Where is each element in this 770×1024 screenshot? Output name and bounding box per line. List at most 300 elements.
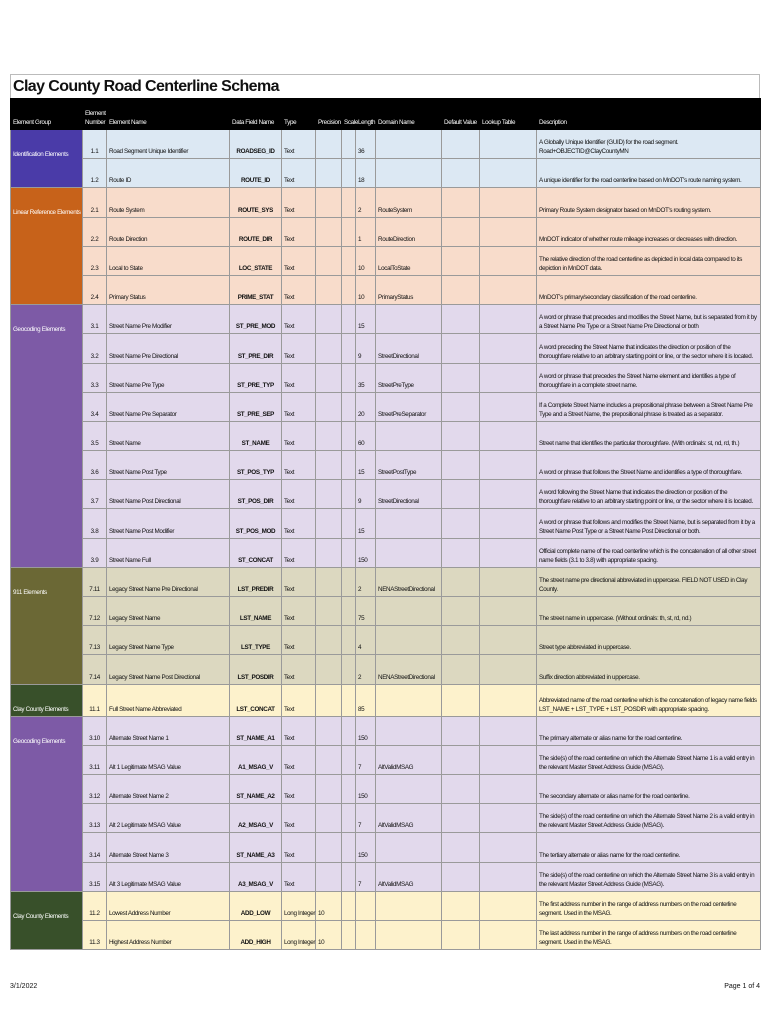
scale-cell	[342, 891, 356, 920]
length-cell: 150	[356, 716, 376, 745]
data-field-name-cell: ST_NAME_A2	[230, 774, 282, 803]
lookup-table-cell	[480, 655, 537, 684]
type-cell: Text	[282, 363, 316, 392]
lookup-table-cell	[480, 217, 537, 246]
default-value-cell	[442, 597, 480, 626]
lookup-table-cell	[480, 421, 537, 450]
domain-name-cell	[376, 626, 442, 655]
precision-cell	[316, 655, 342, 684]
type-cell: Text	[282, 862, 316, 891]
length-cell: 18	[356, 159, 376, 188]
data-field-name-cell: ST_NAME_A1	[230, 716, 282, 745]
default-value-cell	[442, 130, 480, 159]
type-cell: Text	[282, 305, 316, 334]
table-row	[11, 246, 761, 275]
element-name-cell: Legacy Street Name Type	[107, 626, 230, 655]
lookup-table-cell	[480, 246, 537, 275]
length-cell: 15	[356, 451, 376, 480]
table-row	[11, 920, 761, 949]
description-cell: Official complete name of the road centerline which is the concatenation of all other street name fields (3.1 to 3.8) with appropriate spacing.	[537, 538, 761, 567]
domain-name-cell: NENAStreetDirectional	[376, 655, 442, 684]
length-cell: 1	[356, 217, 376, 246]
element-group-cell: Clay County Elements	[11, 684, 83, 716]
domain-name-cell	[376, 305, 442, 334]
type-cell: Text	[282, 159, 316, 188]
description-cell: The first address number in the range of address numbers on the road centerline segment. Used in the MSAG.	[537, 891, 761, 920]
domain-name-cell: StreetDirectional	[376, 334, 442, 363]
default-value-cell	[442, 451, 480, 480]
default-value-cell	[442, 567, 480, 596]
domain-name-cell	[376, 597, 442, 626]
description-cell: The side(s) of the road centerline on which the Alternate Street Name 3 is a valid entry in the relevant Master Street Address Guide (MSAG).	[537, 862, 761, 891]
schema-table	[10, 98, 761, 950]
precision-cell: 10	[316, 891, 342, 920]
lookup-table-cell	[480, 363, 537, 392]
scale-cell	[342, 862, 356, 891]
element-name-cell: Route ID	[107, 159, 230, 188]
description-cell: The primary alternate or alias name for the road centerline.	[537, 716, 761, 745]
length-cell	[356, 891, 376, 920]
element-number-cell: 3.9	[83, 538, 107, 567]
data-field-name-cell: ROUTE_DIR	[230, 217, 282, 246]
precision-cell	[316, 567, 342, 596]
table-row	[11, 421, 761, 450]
length-cell: 7	[356, 745, 376, 774]
data-field-name-cell: A2_MSAG_V	[230, 804, 282, 833]
scale-cell	[342, 246, 356, 275]
domain-name-cell	[376, 159, 442, 188]
element-name-cell: Legacy Street Name Post Directional	[107, 655, 230, 684]
element-number-cell: 1.1	[83, 130, 107, 159]
scale-cell	[342, 716, 356, 745]
length-cell: 20	[356, 392, 376, 421]
lookup-table-cell	[480, 480, 537, 509]
scale-cell	[342, 392, 356, 421]
table-row	[11, 774, 761, 803]
type-cell: Text	[282, 684, 316, 716]
lookup-table-cell	[480, 188, 537, 217]
element-name-cell: Street Name Post Directional	[107, 480, 230, 509]
description-cell: Abbreviated name of the road centerline which is the concatenation of legacy name fields LST_NAME + LST_TYPE + LST_POSDIR with appropriate spacing.	[537, 684, 761, 716]
data-field-name-cell: LST_POSDIR	[230, 655, 282, 684]
scale-cell	[342, 920, 356, 949]
lookup-table-cell	[480, 334, 537, 363]
default-value-cell	[442, 716, 480, 745]
data-field-name-cell: LST_PREDIR	[230, 567, 282, 596]
element-number-cell: 3.6	[83, 451, 107, 480]
scale-cell	[342, 567, 356, 596]
header-element-group: Element Group	[11, 99, 83, 130]
length-cell: 150	[356, 538, 376, 567]
default-value-cell	[442, 305, 480, 334]
default-value-cell	[442, 159, 480, 188]
table-row	[11, 891, 761, 920]
default-value-cell	[442, 920, 480, 949]
scale-cell	[342, 451, 356, 480]
type-cell: Text	[282, 392, 316, 421]
description-cell: A Globally Unique Identifier (GUID) for the road segment. Road+OBJECTID@ClayCountyMN	[537, 130, 761, 159]
data-field-name-cell: LST_TYPE	[230, 626, 282, 655]
length-cell: 15	[356, 509, 376, 538]
default-value-cell	[442, 275, 480, 304]
description-cell: Suffix direction abbreviated in uppercase.	[537, 655, 761, 684]
precision-cell	[316, 392, 342, 421]
type-cell: Long Integer	[282, 891, 316, 920]
scale-cell	[342, 363, 356, 392]
header-type: Type	[282, 99, 316, 130]
table-row	[11, 159, 761, 188]
lookup-table-cell	[480, 716, 537, 745]
element-number-cell: 3.11	[83, 745, 107, 774]
precision-cell	[316, 597, 342, 626]
element-name-cell: Route System	[107, 188, 230, 217]
header-lookup-table: Lookup Table	[480, 99, 537, 130]
data-field-name-cell: ST_CONCAT	[230, 538, 282, 567]
footer-page-number: Page 1 of 4	[724, 983, 760, 990]
data-field-name-cell: ST_PRE_DIR	[230, 334, 282, 363]
element-number-cell: 7.14	[83, 655, 107, 684]
data-field-name-cell: A1_MSAG_V	[230, 745, 282, 774]
domain-name-cell	[376, 920, 442, 949]
element-name-cell: Street Name Full	[107, 538, 230, 567]
description-cell: A unique identifier for the road centerline based on MnDOT's route naming system.	[537, 159, 761, 188]
description-cell: A word or phrase that follows the Street Name and identifies a type of thoroughfare.	[537, 451, 761, 480]
type-cell: Text	[282, 538, 316, 567]
element-name-cell: Lowest Address Number	[107, 891, 230, 920]
element-name-cell: Street Name Post Type	[107, 451, 230, 480]
precision-cell	[316, 862, 342, 891]
default-value-cell	[442, 392, 480, 421]
header-length: Length	[356, 99, 376, 130]
element-number-cell: 2.4	[83, 275, 107, 304]
precision-cell	[316, 538, 342, 567]
element-group-cell: Geocoding Elements	[11, 305, 83, 568]
precision-cell	[316, 421, 342, 450]
element-number-cell: 7.12	[83, 597, 107, 626]
element-name-cell: Highest Address Number	[107, 920, 230, 949]
data-field-name-cell: ST_PRE_SEP	[230, 392, 282, 421]
default-value-cell	[442, 774, 480, 803]
data-field-name-cell: ST_POS_DIR	[230, 480, 282, 509]
lookup-table-cell	[480, 804, 537, 833]
table-row	[11, 626, 761, 655]
type-cell: Text	[282, 716, 316, 745]
scale-cell	[342, 538, 356, 567]
default-value-cell	[442, 509, 480, 538]
type-cell: Text	[282, 275, 316, 304]
data-field-name-cell: ROADSEG_ID	[230, 130, 282, 159]
domain-name-cell: AltValidMSAG	[376, 862, 442, 891]
description-cell: The street name in uppercase. (Without ordinals: th, st, rd, nd.)	[537, 597, 761, 626]
element-number-cell: 3.4	[83, 392, 107, 421]
description-cell: The relative direction of the road centerline as depicted in local data compared to its depiction in MnDOT data.	[537, 246, 761, 275]
element-name-cell: Street Name Pre Directional	[107, 334, 230, 363]
data-field-name-cell: ST_NAME	[230, 421, 282, 450]
domain-name-cell: StreetDirectional	[376, 480, 442, 509]
table-row	[11, 130, 761, 159]
description-cell: The side(s) of the road centerline on which the Alternate Street Name 2 is a valid entry in the relevant Master Street Address Guide (MSAG).	[537, 804, 761, 833]
precision-cell	[316, 130, 342, 159]
lookup-table-cell	[480, 305, 537, 334]
lookup-table-cell	[480, 774, 537, 803]
type-cell: Text	[282, 246, 316, 275]
domain-name-cell	[376, 716, 442, 745]
description-cell: The secondary alternate or alias name for the road centerline.	[537, 774, 761, 803]
element-number-cell: 7.13	[83, 626, 107, 655]
data-field-name-cell: ST_POS_TYP	[230, 451, 282, 480]
scale-cell	[342, 480, 356, 509]
length-cell: 10	[356, 246, 376, 275]
header-precision: Precision	[316, 99, 342, 130]
scale-cell	[342, 684, 356, 716]
element-name-cell: Full Street Name Abbreviated	[107, 684, 230, 716]
scale-cell	[342, 421, 356, 450]
default-value-cell	[442, 538, 480, 567]
table-row	[11, 480, 761, 509]
scale-cell	[342, 626, 356, 655]
element-number-cell: 2.2	[83, 217, 107, 246]
element-number-cell: 3.8	[83, 509, 107, 538]
lookup-table-cell	[480, 130, 537, 159]
length-cell: 9	[356, 480, 376, 509]
element-number-cell: 3.3	[83, 363, 107, 392]
table-row	[11, 188, 761, 217]
type-cell: Text	[282, 188, 316, 217]
element-number-cell: 3.15	[83, 862, 107, 891]
type-cell: Text	[282, 804, 316, 833]
precision-cell	[316, 509, 342, 538]
length-cell: 150	[356, 774, 376, 803]
table-row	[11, 334, 761, 363]
element-number-cell: 11.3	[83, 920, 107, 949]
length-cell: 15	[356, 305, 376, 334]
length-cell: 7	[356, 862, 376, 891]
element-number-cell: 3.13	[83, 804, 107, 833]
domain-name-cell	[376, 538, 442, 567]
length-cell: 10	[356, 275, 376, 304]
scale-cell	[342, 804, 356, 833]
data-field-name-cell: ST_PRE_MOD	[230, 305, 282, 334]
table-row	[11, 833, 761, 862]
header-default-value: Default Value	[442, 99, 480, 130]
table-row	[11, 363, 761, 392]
length-cell: 4	[356, 626, 376, 655]
element-number-cell: 3.5	[83, 421, 107, 450]
type-cell: Text	[282, 509, 316, 538]
length-cell: 60	[356, 421, 376, 450]
precision-cell	[316, 833, 342, 862]
header-domain-name: Domain Name	[376, 99, 442, 130]
description-cell: A word following the Street Name that indicates the direction or position of the thoroughfare relative to an arbitrary starting point or line, or the sector where it is located.	[537, 480, 761, 509]
table-row	[11, 538, 761, 567]
length-cell: 7	[356, 804, 376, 833]
precision-cell	[316, 716, 342, 745]
length-cell	[356, 920, 376, 949]
element-name-cell: Alternate Street Name 3	[107, 833, 230, 862]
precision-cell	[316, 451, 342, 480]
length-cell: 9	[356, 334, 376, 363]
element-name-cell: Alt 1 Legitimate MSAG Value	[107, 745, 230, 774]
domain-name-cell	[376, 509, 442, 538]
default-value-cell	[442, 804, 480, 833]
length-cell: 36	[356, 130, 376, 159]
description-cell: A word or phrase that precedes the Street Name element and identifies a type of thoroughfare in a complete street name.	[537, 363, 761, 392]
footer-date: 3/1/2022	[10, 983, 38, 990]
table-row	[11, 716, 761, 745]
precision-cell	[316, 684, 342, 716]
default-value-cell	[442, 655, 480, 684]
domain-name-cell	[376, 130, 442, 159]
element-number-cell: 3.2	[83, 334, 107, 363]
precision-cell	[316, 217, 342, 246]
element-number-cell: 3.7	[83, 480, 107, 509]
type-cell: Text	[282, 626, 316, 655]
precision-cell	[316, 305, 342, 334]
header-row	[11, 99, 761, 130]
lookup-table-cell	[480, 920, 537, 949]
lookup-table-cell	[480, 538, 537, 567]
table-row	[11, 451, 761, 480]
description-cell: The last address number in the range of address numbers on the road centerline segment. Used in the MSAG.	[537, 920, 761, 949]
data-field-name-cell: LST_CONCAT	[230, 684, 282, 716]
scale-cell	[342, 833, 356, 862]
header-description: Description	[537, 99, 761, 130]
element-number-cell: 3.12	[83, 774, 107, 803]
element-name-cell: Alternate Street Name 2	[107, 774, 230, 803]
header-element-number: Element Number	[83, 99, 107, 130]
scale-cell	[342, 130, 356, 159]
lookup-table-cell	[480, 509, 537, 538]
element-name-cell: Street Name	[107, 421, 230, 450]
element-name-cell: Alternate Street Name 1	[107, 716, 230, 745]
description-cell: Primary Route System designator based on MnDOT's routing system.	[537, 188, 761, 217]
scale-cell	[342, 334, 356, 363]
type-cell: Text	[282, 217, 316, 246]
domain-name-cell: AltValidMSAG	[376, 745, 442, 774]
domain-name-cell: RouteDirection	[376, 217, 442, 246]
scale-cell	[342, 217, 356, 246]
header-scale: Scale	[342, 99, 356, 130]
domain-name-cell: StreetPreType	[376, 363, 442, 392]
element-name-cell: Alt 3 Legitimate MSAG Value	[107, 862, 230, 891]
table-row	[11, 305, 761, 334]
element-number-cell: 3.1	[83, 305, 107, 334]
precision-cell	[316, 334, 342, 363]
element-group-cell: Identification Elements	[11, 130, 83, 188]
domain-name-cell: PrimaryStatus	[376, 275, 442, 304]
element-name-cell: Legacy Street Name	[107, 597, 230, 626]
lookup-table-cell	[480, 684, 537, 716]
type-cell: Text	[282, 130, 316, 159]
domain-name-cell	[376, 891, 442, 920]
description-cell: If a Complete Street Name includes a prepositional phrase between a Street Name Pre Type and a Street Name, the prepositional phrase is treated as a separator.	[537, 392, 761, 421]
description-cell: Street name that identifies the particular thoroughfare. (With ordinals: st, nd, rd, th.)	[537, 421, 761, 450]
data-field-name-cell: ROUTE_ID	[230, 159, 282, 188]
default-value-cell	[442, 246, 480, 275]
default-value-cell	[442, 891, 480, 920]
default-value-cell	[442, 188, 480, 217]
table-row	[11, 597, 761, 626]
length-cell: 2	[356, 655, 376, 684]
description-cell: A word or phrase that follows and modifies the Street Name, but is separated from it by a Street Name Post Type or a Street Name Post Directional or both.	[537, 509, 761, 538]
length-cell: 2	[356, 188, 376, 217]
default-value-cell	[442, 217, 480, 246]
type-cell: Text	[282, 597, 316, 626]
default-value-cell	[442, 833, 480, 862]
data-field-name-cell: LST_NAME	[230, 597, 282, 626]
element-name-cell: Street Name Post Modifier	[107, 509, 230, 538]
scale-cell	[342, 275, 356, 304]
type-cell: Text	[282, 833, 316, 862]
table-row	[11, 567, 761, 596]
description-cell: Street type abbreviated in uppercase.	[537, 626, 761, 655]
table-row	[11, 655, 761, 684]
data-field-name-cell: ROUTE_SYS	[230, 188, 282, 217]
scale-cell	[342, 597, 356, 626]
data-field-name-cell: ST_PRE_TYP	[230, 363, 282, 392]
domain-name-cell	[376, 833, 442, 862]
element-name-cell: Street Name Pre Modifier	[107, 305, 230, 334]
precision-cell: 10	[316, 920, 342, 949]
scale-cell	[342, 745, 356, 774]
type-cell: Text	[282, 655, 316, 684]
element-number-cell: 2.1	[83, 188, 107, 217]
lookup-table-cell	[480, 891, 537, 920]
scale-cell	[342, 509, 356, 538]
scale-cell	[342, 655, 356, 684]
lookup-table-cell	[480, 597, 537, 626]
domain-name-cell: StreetPreSeparator	[376, 392, 442, 421]
scale-cell	[342, 159, 356, 188]
element-name-cell: Alt 2 Legitimate MSAG Value	[107, 804, 230, 833]
precision-cell	[316, 363, 342, 392]
element-group-cell: Clay County Elements	[11, 891, 83, 949]
header-data-field-name: Data Field Name	[230, 99, 282, 130]
type-cell: Text	[282, 774, 316, 803]
data-field-name-cell: LOC_STATE	[230, 246, 282, 275]
data-field-name-cell: ST_NAME_A3	[230, 833, 282, 862]
scale-cell	[342, 188, 356, 217]
domain-name-cell	[376, 774, 442, 803]
default-value-cell	[442, 684, 480, 716]
table-row	[11, 684, 761, 716]
lookup-table-cell	[480, 745, 537, 774]
lookup-table-cell	[480, 392, 537, 421]
default-value-cell	[442, 421, 480, 450]
precision-cell	[316, 745, 342, 774]
element-name-cell: Primary Status	[107, 275, 230, 304]
length-cell: 75	[356, 597, 376, 626]
element-number-cell: 3.14	[83, 833, 107, 862]
precision-cell	[316, 275, 342, 304]
element-number-cell: 1.2	[83, 159, 107, 188]
element-name-cell: Local to State	[107, 246, 230, 275]
lookup-table-cell	[480, 567, 537, 596]
element-group-cell: Geocoding Elements	[11, 716, 83, 891]
type-cell: Text	[282, 451, 316, 480]
domain-name-cell	[376, 684, 442, 716]
lookup-table-cell	[480, 833, 537, 862]
length-cell: 85	[356, 684, 376, 716]
description-cell: The side(s) of the road centerline on which the Alternate Street Name 1 is a valid entry in the relevant Master Street Address Guide (MSAG).	[537, 745, 761, 774]
element-name-cell: Route Direction	[107, 217, 230, 246]
data-field-name-cell: ST_POS_MOD	[230, 509, 282, 538]
precision-cell	[316, 480, 342, 509]
length-cell: 150	[356, 833, 376, 862]
domain-name-cell: LocalToState	[376, 246, 442, 275]
data-field-name-cell: PRIME_STAT	[230, 275, 282, 304]
table-row	[11, 862, 761, 891]
